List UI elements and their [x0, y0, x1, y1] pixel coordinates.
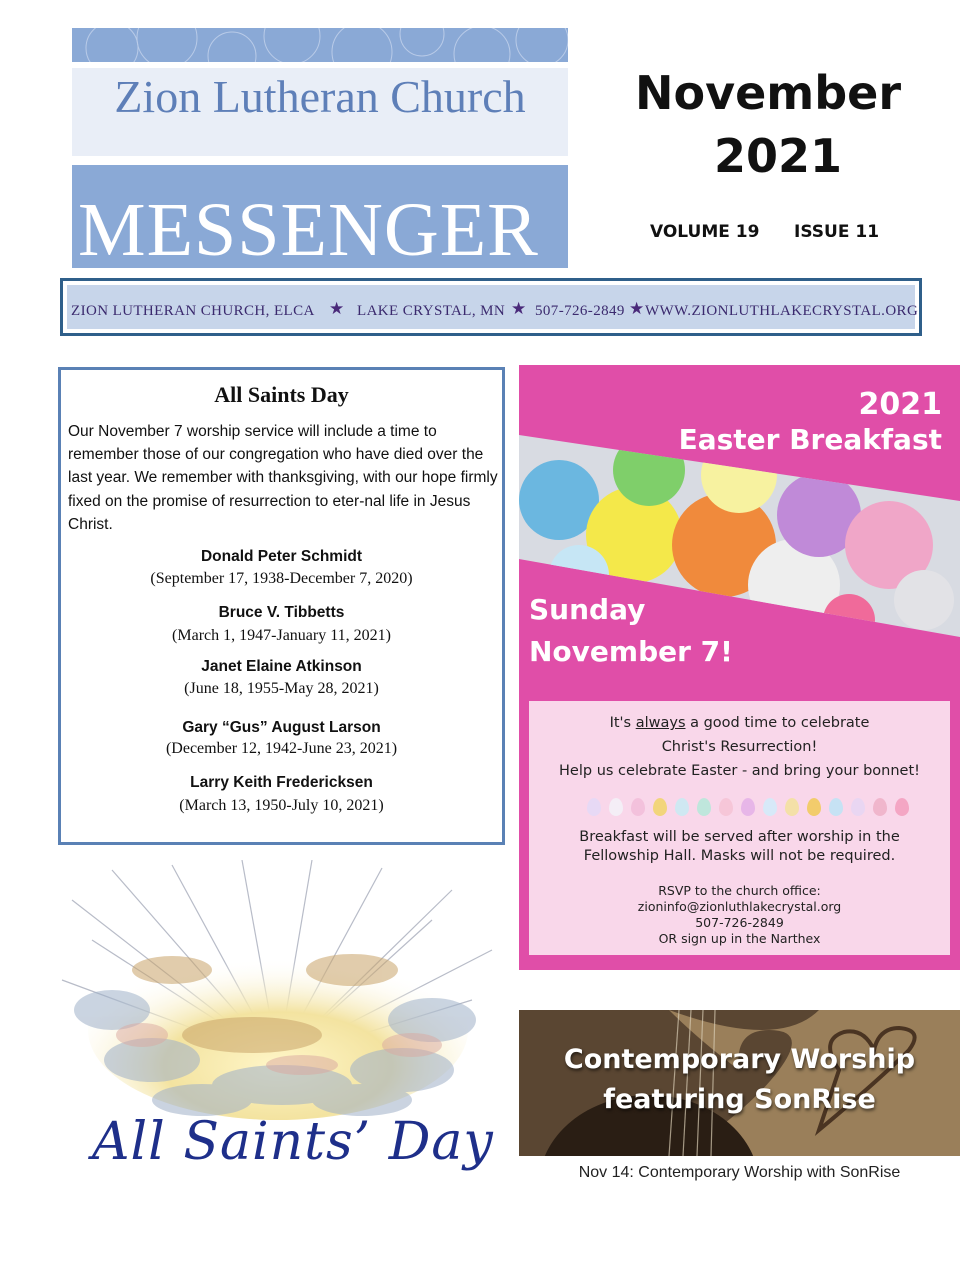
flyer-line-3: Help us celebrate Easter - and bring your bonnet! [559, 763, 920, 779]
member-dates: (June 18, 1955-May 28, 2021) [184, 680, 379, 697]
egg-icon [895, 798, 909, 816]
star-icon: ★ [511, 299, 527, 319]
egg-icon [807, 798, 821, 816]
issue-month: November [634, 66, 902, 120]
egg-icon [873, 798, 887, 816]
member-dates: (March 1, 1947-January 11, 2021) [172, 627, 391, 644]
flyer-day: Sunday [529, 593, 646, 626]
member-dates: (December 12, 1942-June 23, 2021) [165, 740, 398, 757]
member-dates: (March 13, 1950-July 10, 2021) [179, 797, 384, 814]
rsvp-line-1: RSVP to the church office: [658, 883, 821, 898]
flyer-details-panel [529, 701, 950, 955]
flyer-line-5: Fellowship Hall. Masks will not be required. [583, 848, 896, 864]
all-saints-intro: Our November 7 worship service will include a time to remember those of our congregation who have died over the last year. We remember with thanksgiving, with our hope firmly fixed on the promise of resurrection to eter-nal life in Jesus Christ. [68, 423, 498, 533]
egg-icon [719, 798, 733, 816]
strip-city: LAKE CRYSTAL, MN [357, 303, 506, 319]
flyer-line-1-end: a good time to celebrate [685, 715, 870, 731]
easter-breakfast-flyer [519, 365, 960, 970]
egg-icon [609, 798, 623, 816]
egg-icon [785, 798, 799, 816]
egg-icon [741, 798, 755, 816]
egg-divider [587, 798, 907, 818]
star-icon: ★ [329, 299, 345, 319]
egg-icon [675, 798, 689, 816]
member-name: Donald Peter Schmidt [200, 548, 363, 565]
egg-icon [587, 798, 601, 816]
egg-icon [697, 798, 711, 816]
member-name: Gary “Gus” August Larson [182, 719, 381, 736]
flyer-line-1-emphasis: always [635, 715, 686, 731]
member-name: Bruce V. Tibbetts [218, 604, 345, 621]
worship-title-line-1: Contemporary Worship [563, 1044, 916, 1075]
issue-year: 2021 [713, 129, 843, 183]
member-dates: (September 17, 1938-December 7, 2020) [150, 570, 413, 587]
egg-icon [763, 798, 777, 816]
church-name: Zion Lutheran Church [72, 68, 568, 156]
masthead-swirl-pattern [72, 28, 568, 62]
strip-phone: 507-726-2849 [535, 303, 625, 319]
guitar-photo [519, 1010, 960, 1156]
newsletter-title: MESSENGER [72, 165, 568, 268]
sunburst-illustration [52, 860, 504, 1120]
worship-caption: Nov 14: Contemporary Worship with SonRise [578, 1164, 901, 1181]
all-saints-box [58, 367, 505, 845]
strip-church: ZION LUTHERAN CHURCH, ELCA [71, 303, 315, 319]
all-saints-title: All Saints Day [214, 382, 349, 407]
strip-website[interactable]: WWW.ZIONLUTHLAKECRYSTAL.ORG [645, 303, 919, 319]
flyer-line-1-start: It's [609, 715, 636, 731]
flyer-year: 2021 [858, 387, 942, 422]
rsvp-email[interactable]: zioninfo@zionluthlakecrystal.org [637, 899, 842, 914]
contemporary-worship-banner [519, 1010, 960, 1156]
egg-icon [631, 798, 645, 816]
contact-strip-inner [67, 285, 919, 329]
flyer-line-2: Christ's Resurrection! [661, 739, 818, 755]
flyer-line-1 [529, 715, 950, 731]
egg-icon [829, 798, 843, 816]
worship-title-line-2: featuring SonRise [603, 1084, 876, 1115]
issue-label: ISSUE 11 [794, 222, 880, 242]
masthead-pattern-band [72, 28, 568, 62]
masthead [72, 28, 568, 272]
star-icon: ★ [629, 299, 645, 319]
flyer-title: Easter Breakfast [678, 423, 942, 456]
rsvp-phone: 507-726-2849 [695, 915, 784, 930]
egg-icon [653, 798, 667, 816]
flyer-line-4: Breakfast will be served after worship in the [579, 829, 900, 845]
volume-label: VOLUME 19 [650, 222, 760, 242]
member-name: Larry Keith Fredericksen [190, 774, 373, 791]
egg-icon [851, 798, 865, 816]
rsvp-line-4: OR sign up in the Narthex [658, 931, 821, 946]
flyer-date: November 7! [529, 635, 733, 668]
contact-strip [60, 278, 922, 336]
member-name: Janet Elaine Atkinson [201, 658, 362, 675]
all-saints-script-title: All Saints’ Day [92, 1112, 494, 1172]
